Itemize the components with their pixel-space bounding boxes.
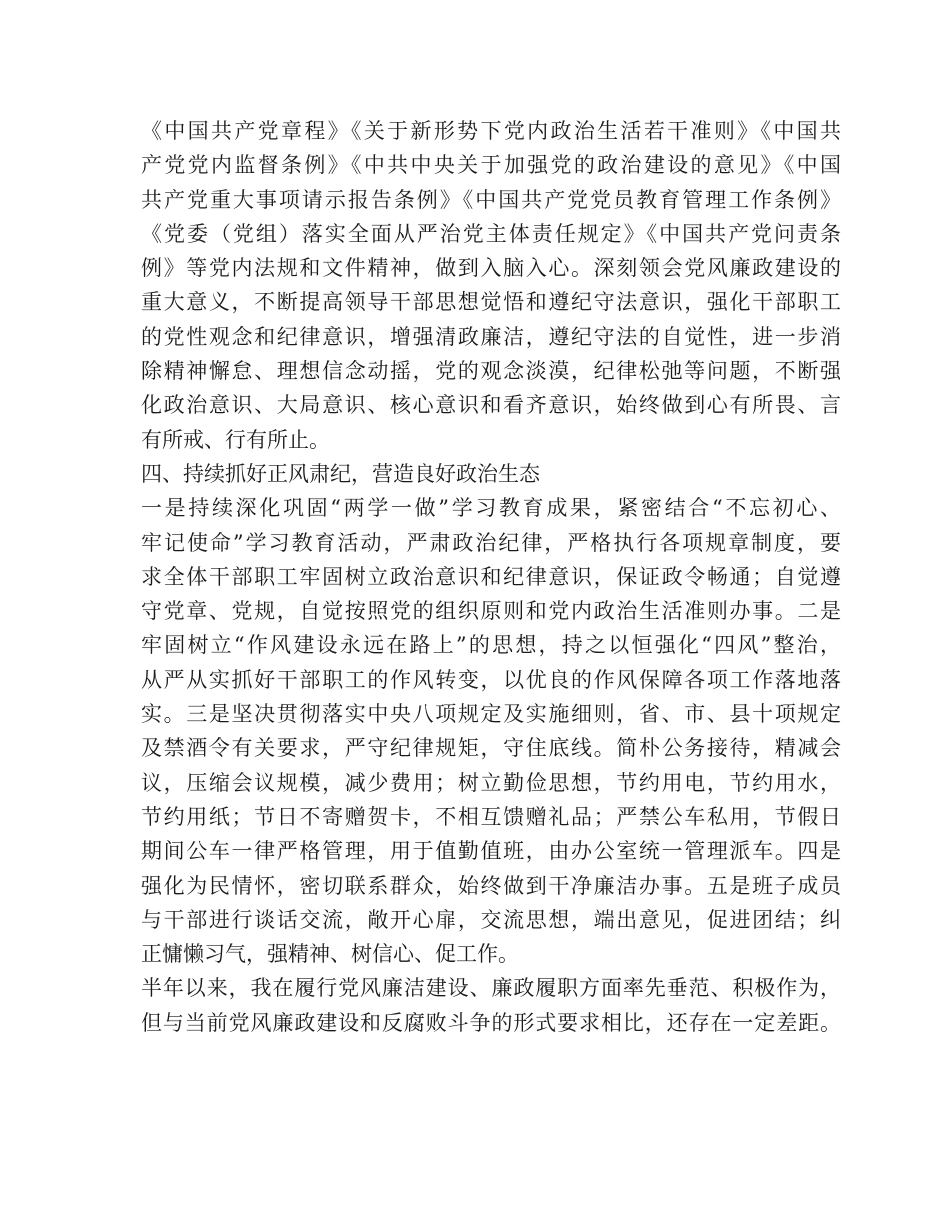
text-line: 与干部进行谈话交流，敞开心扉，交流思想，端出意见，促进团结；纠 [141,907,841,932]
paragraph-end-line: 有所戒、行有所止。 [141,427,330,452]
text-line: 议，压缩会议规模，减少费用；树立勤俭思想，节约用电，节约用水， [141,770,841,795]
text-line: 期间公车一律严格管理，用于值勤值班，由办公室统一管理派车。四是 [141,839,841,864]
text-line: 一是持续深化巩固“两学一做”学习教育成果，紧密结合“不忘初心、 [141,496,841,521]
paragraph-end-line: 正慵懒习气，强精神、树信心、促工作。 [141,942,519,967]
text-line: 节约用纸；节日不寄赠贺卡，不相互馈赠礼品；严禁公车私用，节假日 [141,804,841,829]
text-line: 例》等党内法规和文件精神，做到入脑入心。深刻领会党风廉政建设的 [141,256,841,281]
text-line: 牢固树立“作风建设永远在路上”的思想，持之以恒强化“四风”整治， [141,633,841,658]
text-line: 从严从实抓好干部职工的作风转变，以优良的作风保障各项工作落地落 [141,667,841,692]
text-line: 求全体干部职工牢固树立政治意识和纪律意识，保证政令畅通；自觉遵 [141,564,841,589]
text-line: 守党章、党规，自觉按照党的组织原则和党内政治生活准则办事。二是 [141,599,841,624]
text-line: 重大意义，不断提高领导干部思想觉悟和遵纪守法意识，强化干部职工 [141,290,841,315]
text-line: 共产党重大事项请示报告条例》《中国共产党党员教育管理工作条例》 [141,187,841,212]
text-line: 实。三是坚决贯彻落实中央八项规定及实施细则，省、市、县十项规定 [141,702,841,727]
text-line: 牢记使命”学习教育活动，严肃政治纪律，严格执行各项规章制度，要 [141,530,841,555]
text-line: 除精神懈怠、理想信念动摇，党的观念淡漠，纪律松弛等问题，不断强 [141,359,841,384]
text-line: 产党党内监督条例》《中共中央关于加强党的政治建设的意见》《中国 [141,153,841,178]
text-line: 及禁酒令有关要求，严守纪律规矩，守住底线。简朴公务接待，精减会 [141,736,841,761]
text-line: 化政治意识、大局意识、核心意识和看齐意识，始终做到心有所畏、言 [141,393,841,418]
text-line: 的党性观念和纪律意识，增强清政廉洁，遵纪守法的自觉性，进一步消 [141,324,841,349]
text-line: 但与当前党风廉政建设和反腐败斗争的形式要求相比，还存在一定差距。 [141,1010,841,1035]
document-body [141,114,841,1040]
text-line: 《党委（党组）落实全面从严治党主体责任规定》《中国共产党问责条 [141,221,841,246]
text-line: 《中国共产党章程》《关于新形势下党内政治生活若干准则》《中国共 [141,119,841,143]
section-heading: 四、持续抓好正风肃纪，营造良好政治生态 [141,461,540,486]
text-line: 强化为民情怀，密切联系群众，始终做到干净廉洁办事。五是班子成员 [141,873,841,898]
text-line: 半年以来，我在履行党风廉洁建设、廉政履职方面率先垂范、积极作为， [141,976,841,1001]
